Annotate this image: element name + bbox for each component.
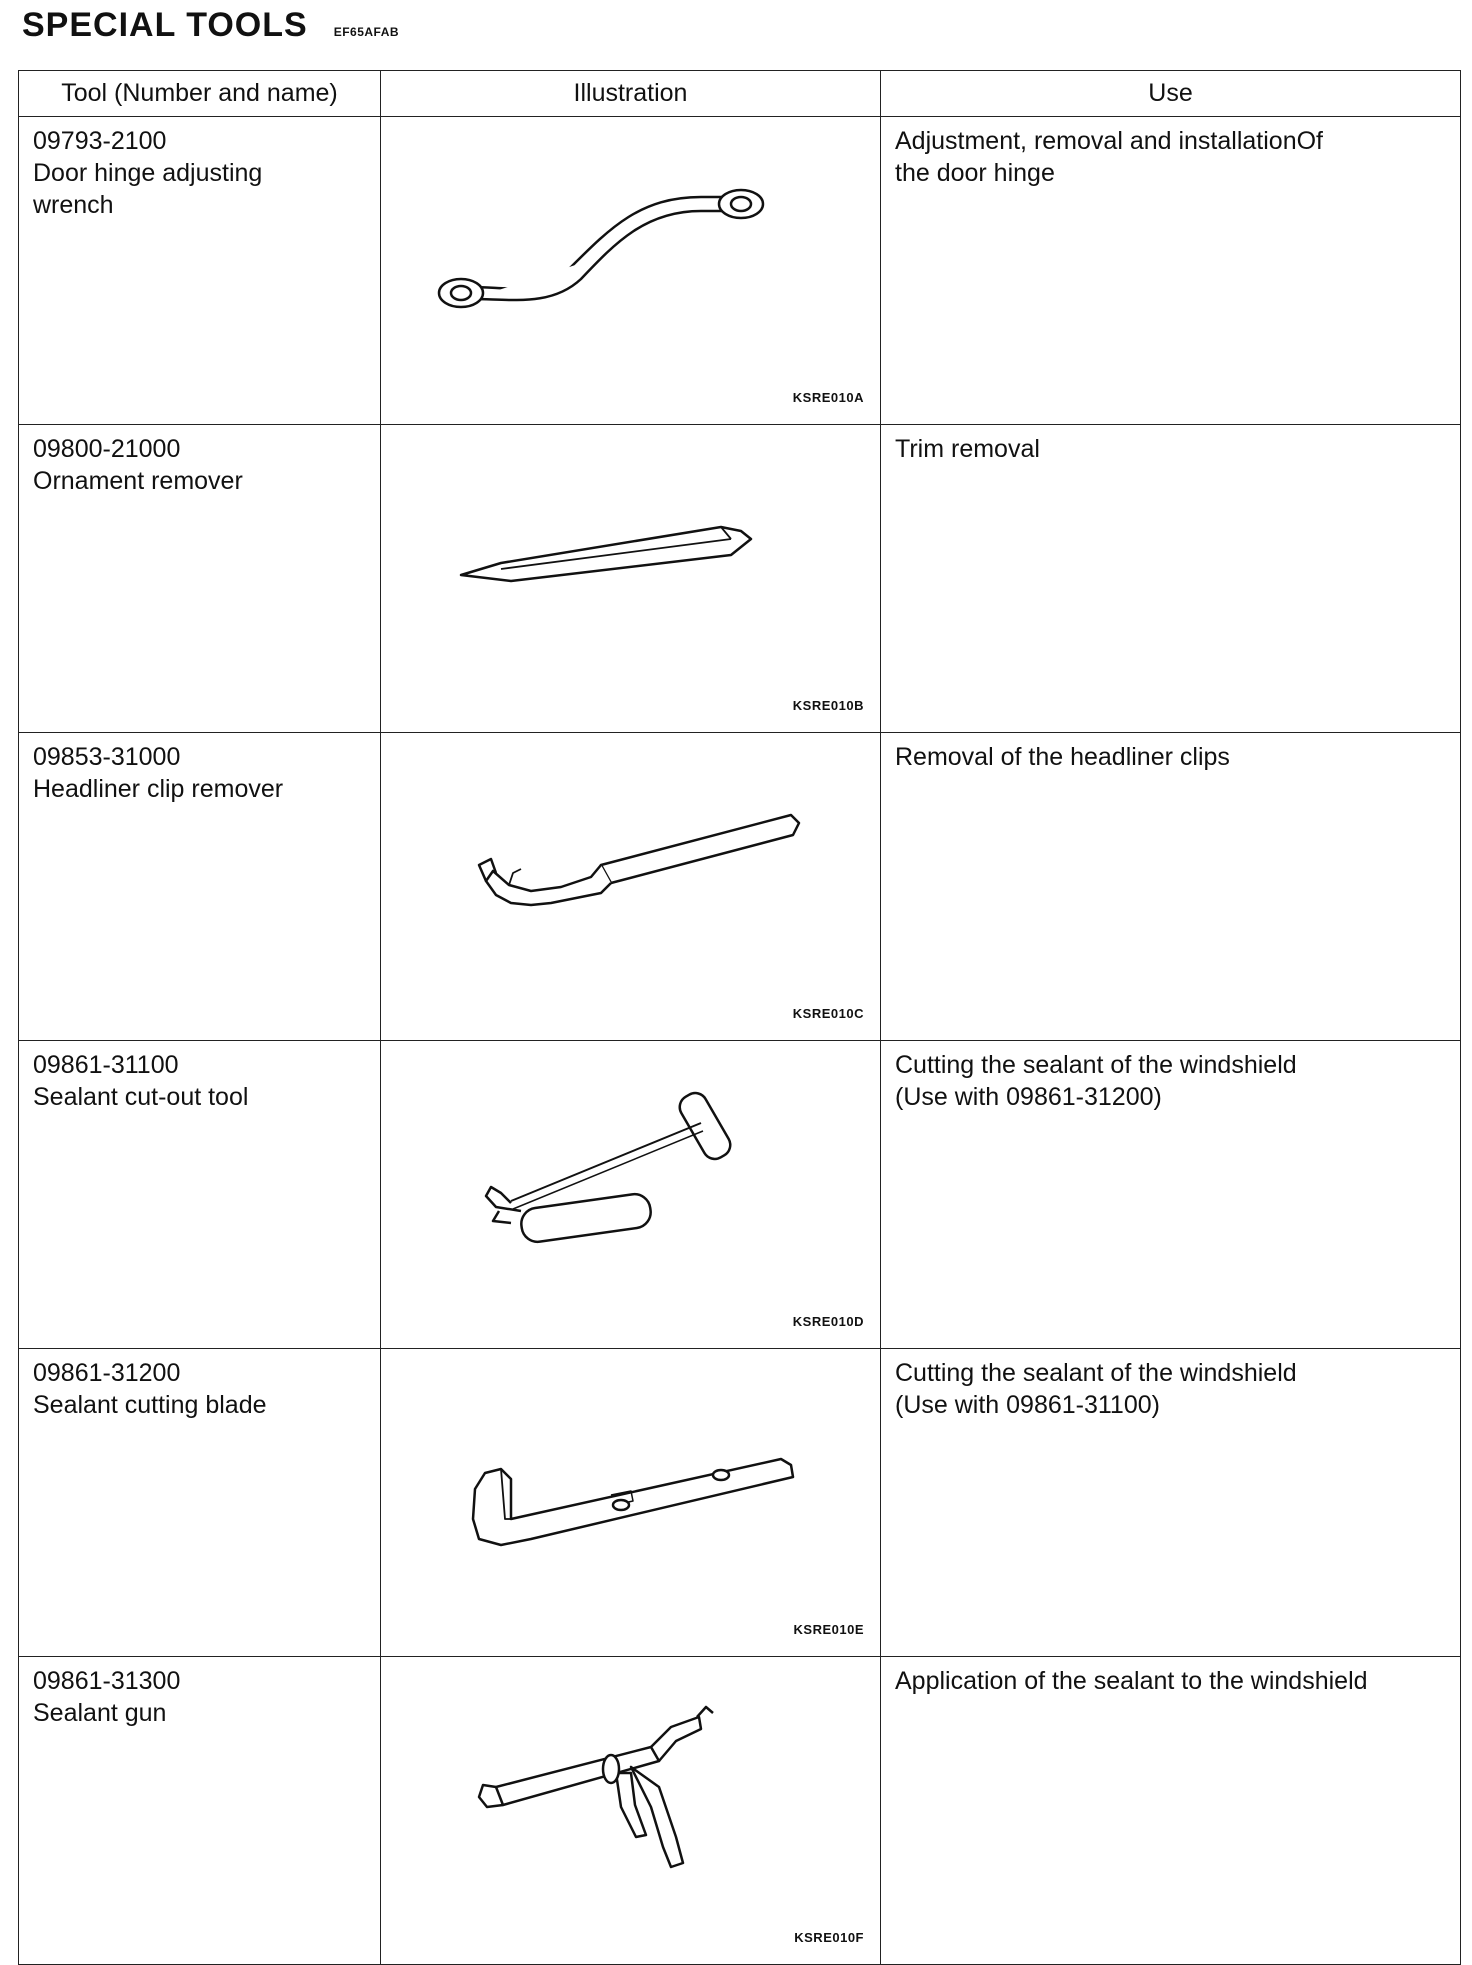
- illustration-code: KSRE010D: [792, 1314, 864, 1329]
- column-header-illustration: Illustration: [381, 71, 881, 117]
- tool-name-line: Sealant gun: [33, 1699, 167, 1727]
- illustration-cell: [381, 425, 881, 733]
- table-row: [19, 1657, 1461, 1965]
- use-cell: [881, 1349, 1461, 1657]
- illustration-code: KSRE010F: [794, 1930, 864, 1945]
- tool-cell: [19, 733, 381, 1041]
- tool-cell: [19, 1657, 381, 1965]
- tool-cell: [19, 425, 381, 733]
- use-text-line: Adjustment, removal and installationOf: [895, 127, 1323, 155]
- use-cell: [881, 733, 1461, 1041]
- tool-cell: [19, 117, 381, 425]
- illustration-cell: [381, 1041, 881, 1349]
- section-code: EF65AFAB: [333, 25, 400, 39]
- door-hinge-adjusting-wrench-icon: [401, 137, 841, 377]
- sealant-cut-out-tool-icon: [401, 1061, 841, 1301]
- ornament-remover-icon: [401, 445, 841, 685]
- table-row: [19, 733, 1461, 1041]
- sealant-gun-icon: [401, 1677, 841, 1917]
- table-header-row: [19, 71, 1461, 117]
- illustration-cell: [381, 1349, 881, 1657]
- use-cell: [881, 1657, 1461, 1965]
- tool-name-line: wrench: [33, 191, 114, 219]
- column-header-use: Use: [881, 71, 1461, 117]
- tool-number: 09793-2100: [33, 127, 167, 155]
- tool-cell: [19, 1349, 381, 1657]
- use-text-line: Cutting the sealant of the windshield: [895, 1051, 1297, 1079]
- page-title: SPECIAL TOOLS: [22, 6, 308, 44]
- table-row: [19, 117, 1461, 425]
- illustration-code: KSRE010E: [793, 1622, 864, 1637]
- table-row: [19, 425, 1461, 733]
- use-text-line: Trim removal: [895, 435, 1040, 463]
- sealant-cutting-blade-icon: [401, 1369, 841, 1609]
- tool-cell: [19, 1041, 381, 1349]
- tool-number: 09861-31100: [33, 1051, 179, 1079]
- tool-number: 09861-31200: [33, 1359, 181, 1387]
- page-header: [22, 6, 399, 45]
- special-tools-table: [18, 70, 1461, 1965]
- tool-name-line: Sealant cutting blade: [33, 1391, 267, 1419]
- use-text-line: Removal of the headliner clips: [895, 743, 1230, 771]
- illustration-code: KSRE010C: [792, 1006, 864, 1021]
- tool-name-line: Door hinge adjusting: [33, 159, 263, 187]
- use-text-line: the door hinge: [895, 159, 1055, 187]
- illustration-cell: [381, 733, 881, 1041]
- table-row: [19, 1349, 1461, 1657]
- use-text-line: Cutting the sealant of the windshield: [895, 1359, 1297, 1387]
- illustration-cell: [381, 1657, 881, 1965]
- tool-name-line: Sealant cut-out tool: [33, 1083, 249, 1111]
- use-text-line: Application of the sealant to the windshield: [895, 1667, 1368, 1695]
- headliner-clip-remover-icon: [401, 753, 841, 993]
- use-cell: [881, 117, 1461, 425]
- illustration-code: KSRE010B: [792, 698, 864, 713]
- column-header-tool: Tool (Number and name): [19, 71, 381, 117]
- use-cell: [881, 425, 1461, 733]
- use-text-line: (Use with 09861-31200): [895, 1083, 1162, 1111]
- tool-number: 09861-31300: [33, 1667, 181, 1695]
- use-text-line: (Use with 09861-31100): [895, 1391, 1160, 1419]
- use-cell: [881, 1041, 1461, 1349]
- illustration-code: KSRE010A: [792, 390, 864, 405]
- table-row: [19, 1041, 1461, 1349]
- tool-number: 09853-31000: [33, 743, 181, 771]
- illustration-cell: [381, 117, 881, 425]
- tool-number: 09800-21000: [33, 435, 181, 463]
- tool-name-line: Headliner clip remover: [33, 775, 284, 803]
- tool-name-line: Ornament remover: [33, 467, 243, 495]
